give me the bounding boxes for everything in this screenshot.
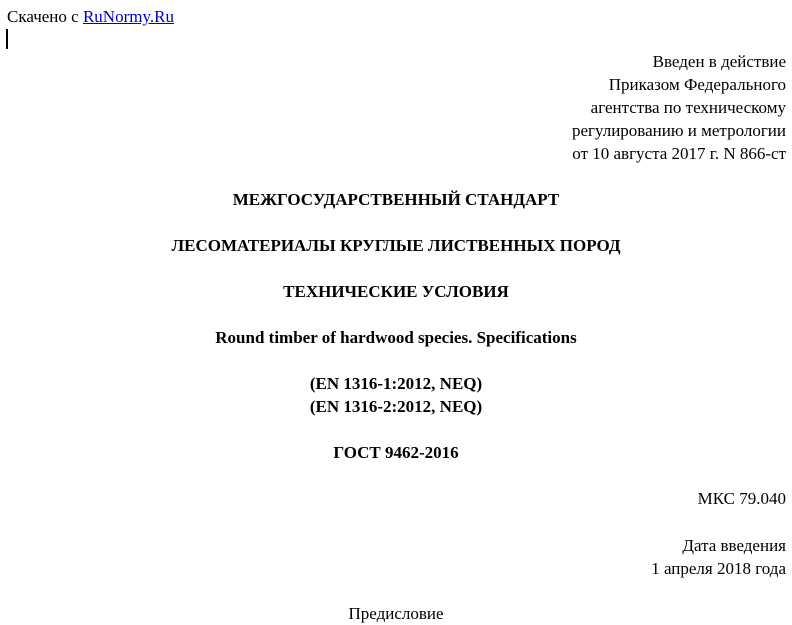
- foreword-heading: Предисловие: [348, 604, 444, 623]
- document-title: ЛЕСОМАТЕРИАЛЫ КРУГЛЫЕ ЛИСТВЕННЫХ ПОРОД: [171, 236, 621, 255]
- effective-date-label: Дата введения: [682, 536, 786, 555]
- approval-block: [572, 50, 786, 165]
- approval-line: агентства по техническому: [590, 98, 786, 117]
- english-title: Round timber of hardwood species. Specifications: [215, 328, 577, 347]
- reference-line: (EN 1316-1:2012, NEQ): [309, 374, 483, 393]
- approval-line: от 10 августа 2017 г. N 866-ст: [572, 144, 786, 163]
- effective-date: 1 апреля 2018 года: [651, 559, 786, 578]
- text-cursor: [6, 29, 8, 49]
- gost-number: ГОСТ 9462-2016: [333, 443, 459, 462]
- standard-type-heading: МЕЖГОСУДАРСТВЕННЫЙ СТАНДАРТ: [232, 190, 560, 209]
- approval-line: Введен в действие: [652, 52, 786, 71]
- mks-code: МКС 79.040: [697, 489, 786, 508]
- source-prefix: Скачено с: [7, 7, 79, 26]
- reference-line: (EN 1316-2:2012, NEQ): [309, 397, 483, 416]
- source-link[interactable]: RuNormy.Ru: [82, 7, 174, 26]
- approval-line: регулированию и метрологии: [571, 121, 786, 140]
- approval-line: Приказом Федерального: [608, 75, 786, 94]
- source-line: [7, 5, 174, 28]
- document-subtitle: ТЕХНИЧЕСКИЕ УСЛОВИЯ: [283, 282, 509, 301]
